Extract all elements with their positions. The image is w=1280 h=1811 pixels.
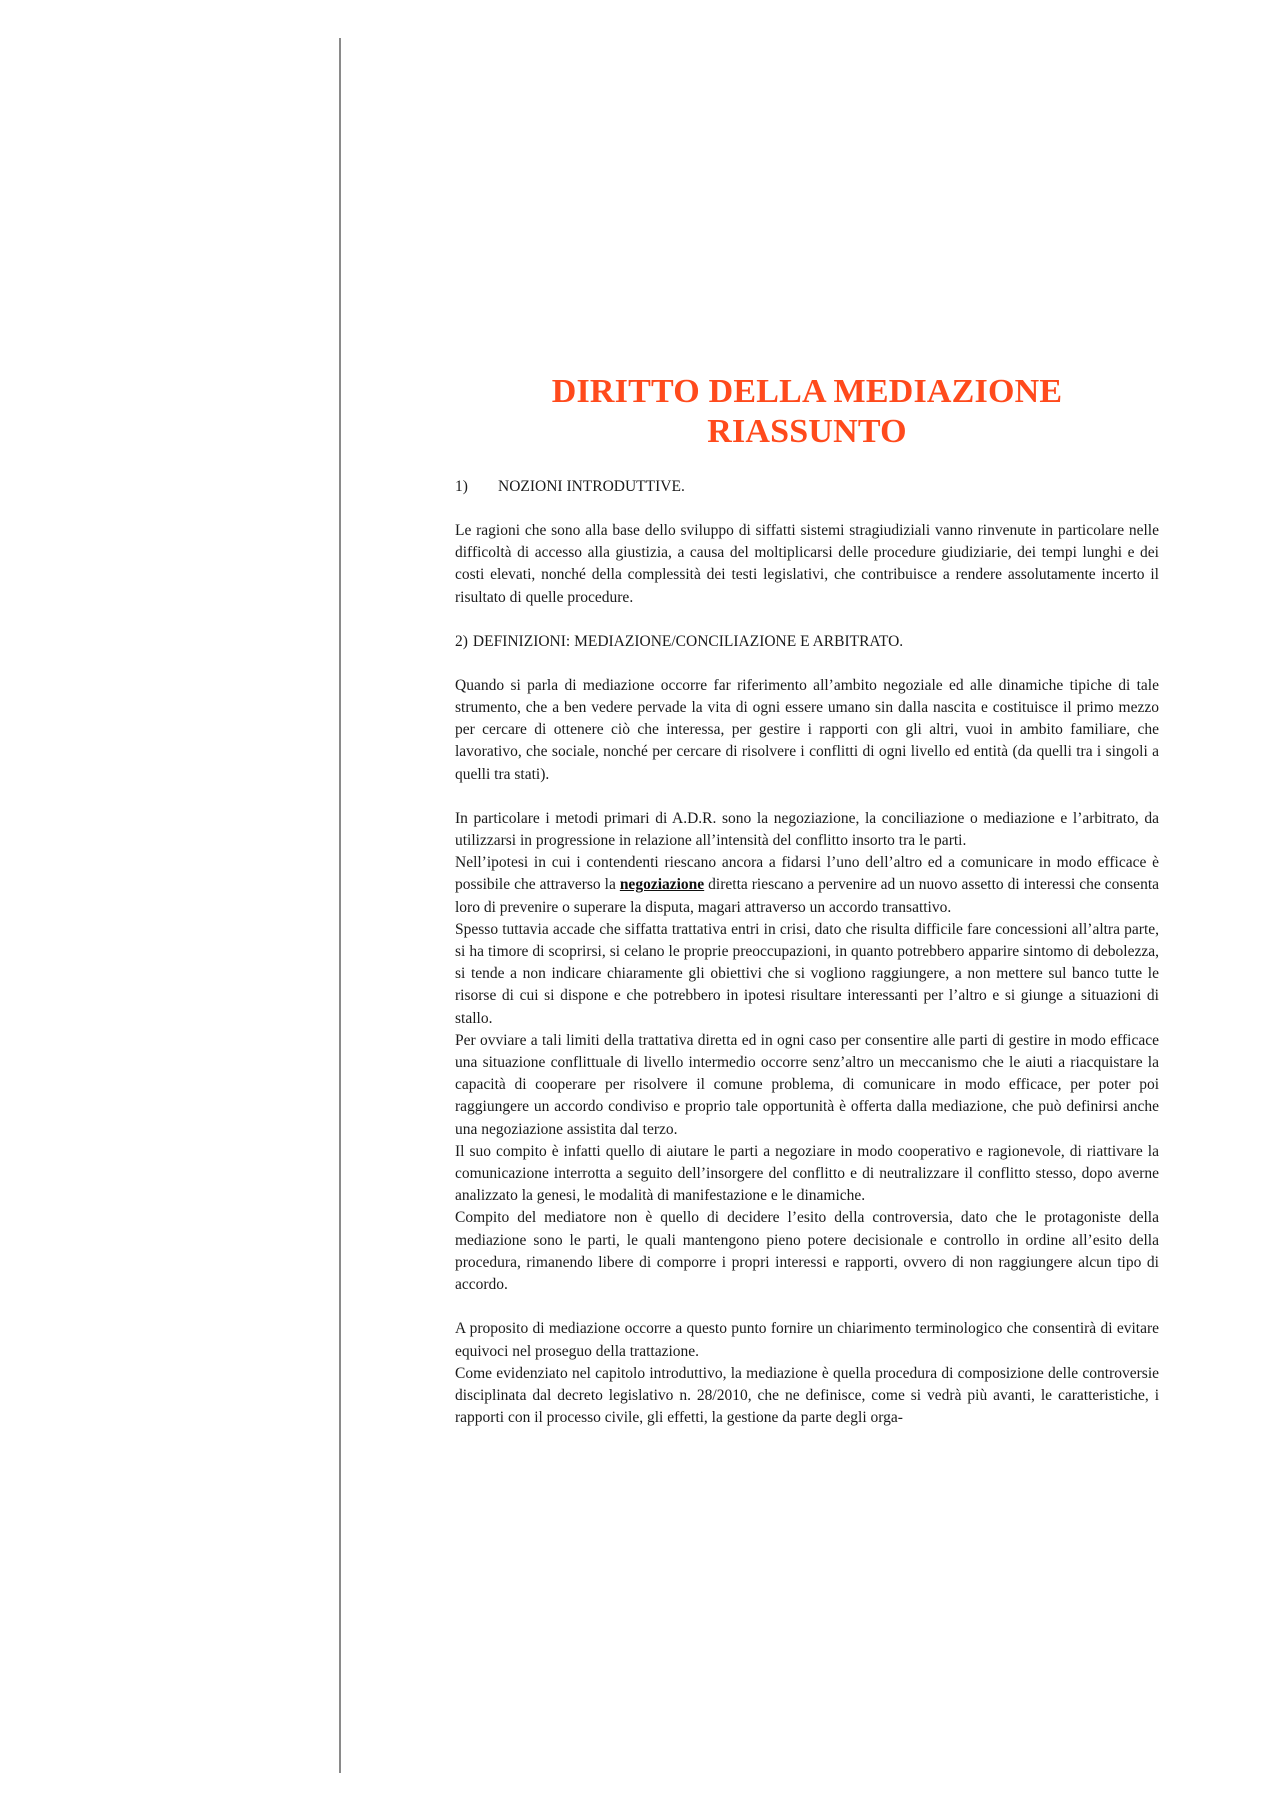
paragraph: In particolare i metodi primari di A.D.R. sono la negoziazione, la conciliazione o mediazione e l’arbitrato, da utilizzarsi in progressione in relazione all’intensità del conflitto insorto tra le parti. — [455, 809, 1159, 850]
paragraph: Le ragioni che sono alla base dello sviluppo di siffatti sistemi stragiudiziali vanno rinvenute in particolare nelle difficoltà di accesso alla giustizia, a causa del moltiplicarsi delle procedure giudiziarie, dei tempi lunghi e dei costi elevati, nonché della complessità dei testi legislativi, che contribuisce a rendere assolutamente incerto il risultato di quelle procedure. — [455, 522, 1159, 606]
paragraph: Per ovviare a tali limiti della trattativa diretta ed in ogni caso per consentire alle parti di gestire in modo efficace una situazione conflittuale di livello intermedio occorre senz’altro un meccanismo che le aiuti a riacquistare la capacità di cooperare per risolvere il comune problema, di comunicare in modo efficace, per poter poi raggiungere un accordo condiviso e proprio tale opportunità è offerta dalla mediazione, che può definirsi anche una negoziazione assistita dal terzo. — [455, 1031, 1159, 1138]
document-title — [455, 372, 1159, 452]
section-heading-2 — [455, 631, 1159, 653]
document-title-line-2: RIASSUNTO — [707, 413, 907, 450]
document-body — [455, 372, 1159, 1429]
section-number: 2) — [455, 632, 468, 650]
section-title: DEFINIZIONI: MEDIAZIONE/CONCILIAZIONE E ARBITRATO. — [472, 632, 904, 650]
page-margin-rule — [339, 38, 341, 1773]
paragraph: Il suo compito è infatti quello di aiutare le parti a negoziare in modo cooperativo e ragionevole, di riattivare la comunicazione interrotta a seguito dell’insorgere del conflitto e di neutralizzare il conflitto stesso, dopo averne analizzato la genesi, le modalità di manifestazione e le dinamiche. — [455, 1142, 1159, 1205]
paragraph-negoziazione — [455, 852, 1159, 919]
section-heading-1 — [455, 476, 1159, 498]
paragraph-spacer — [455, 786, 1159, 808]
paragraph: Come evidenziato nel capitolo introduttivo, la mediazione è quella procedura di composizione delle controversie disciplinata dal decreto legislativo n. 28/2010, che ne definisce, come si vedrà più avanti, le caratteristiche, i rapporti con il processo civile, gli effetti, la gestione da parte degli orga- — [455, 1364, 1159, 1427]
paragraph: Spesso tuttavia accade che siffatta trattativa entri in crisi, dato che risulta difficile fare concessioni all’altra parte, si ha timore di scoprirsi, si celano le proprie preoccupazioni, in quanto potrebbero apparire sintomo di debolezza, si tende a non indicare chiaramente gli obiettivi che si vogliono raggiungere, a non mettere sul banco tutte le risorse di cui si dispone e che potrebbero in ipotesi risultare interessanti per l’altro e si giunge a situazioni di stallo. — [455, 920, 1159, 1027]
paragraph-spacer — [455, 1296, 1159, 1318]
paragraph: Quando si parla di mediazione occorre far riferimento all’ambito negoziale ed alle dinamiche tipiche di tale strumento, che a ben vedere pervade la vita di ogni essere umano sin dalla nascita e costituisce il primo mezzo per cercare di ottenere ciò che interessa, per gestire i rapporti con gli altri, vuoi in ambito familiare, che lavorativo, che sociale, nonché per cercare di risolvere i conflitti di ogni livello ed entità (da quelli tra i singoli a quelli tra stati). — [455, 676, 1159, 783]
section-title: NOZIONI INTRODUTTIVE. — [498, 478, 685, 495]
paragraph: Compito del mediatore non è quello di decidere l’esito della controversia, dato che le protagoniste della mediazione sono le parti, le quali mantengono pieno potere decisionale e controllo in ordine all’esito della procedura, rimanendo libere di comporre i propri interessi e rapporti, ovvero di non raggiungere alcun tipo di accordo. — [455, 1209, 1159, 1294]
section-number: 1) — [455, 478, 468, 495]
paragraph-text: Nell’ipotesi in cui i contendenti riescano ancora a fidarsi l’uno dell’altro ed a comunicare in modo efficace è possibile che attraverso la — [455, 854, 1159, 894]
paragraph-spacer — [455, 609, 1159, 631]
paragraph: A proposito di mediazione occorre a questo punto fornire un chiarimento terminologico che consentirà di evitare equivoci nel proseguo della trattazione. — [455, 1320, 1159, 1360]
document-title-line-1: DIRITTO DELLA MEDIAZIONE — [551, 373, 1063, 410]
paragraph-text: diretta riescano a pervenire ad un nuovo assetto di interessi che consenta loro di prevenire o superare la disputa, magari attraverso un accordo transattivo. — [455, 876, 1159, 916]
keyword-negoziazione: negoziazione — [619, 876, 705, 894]
